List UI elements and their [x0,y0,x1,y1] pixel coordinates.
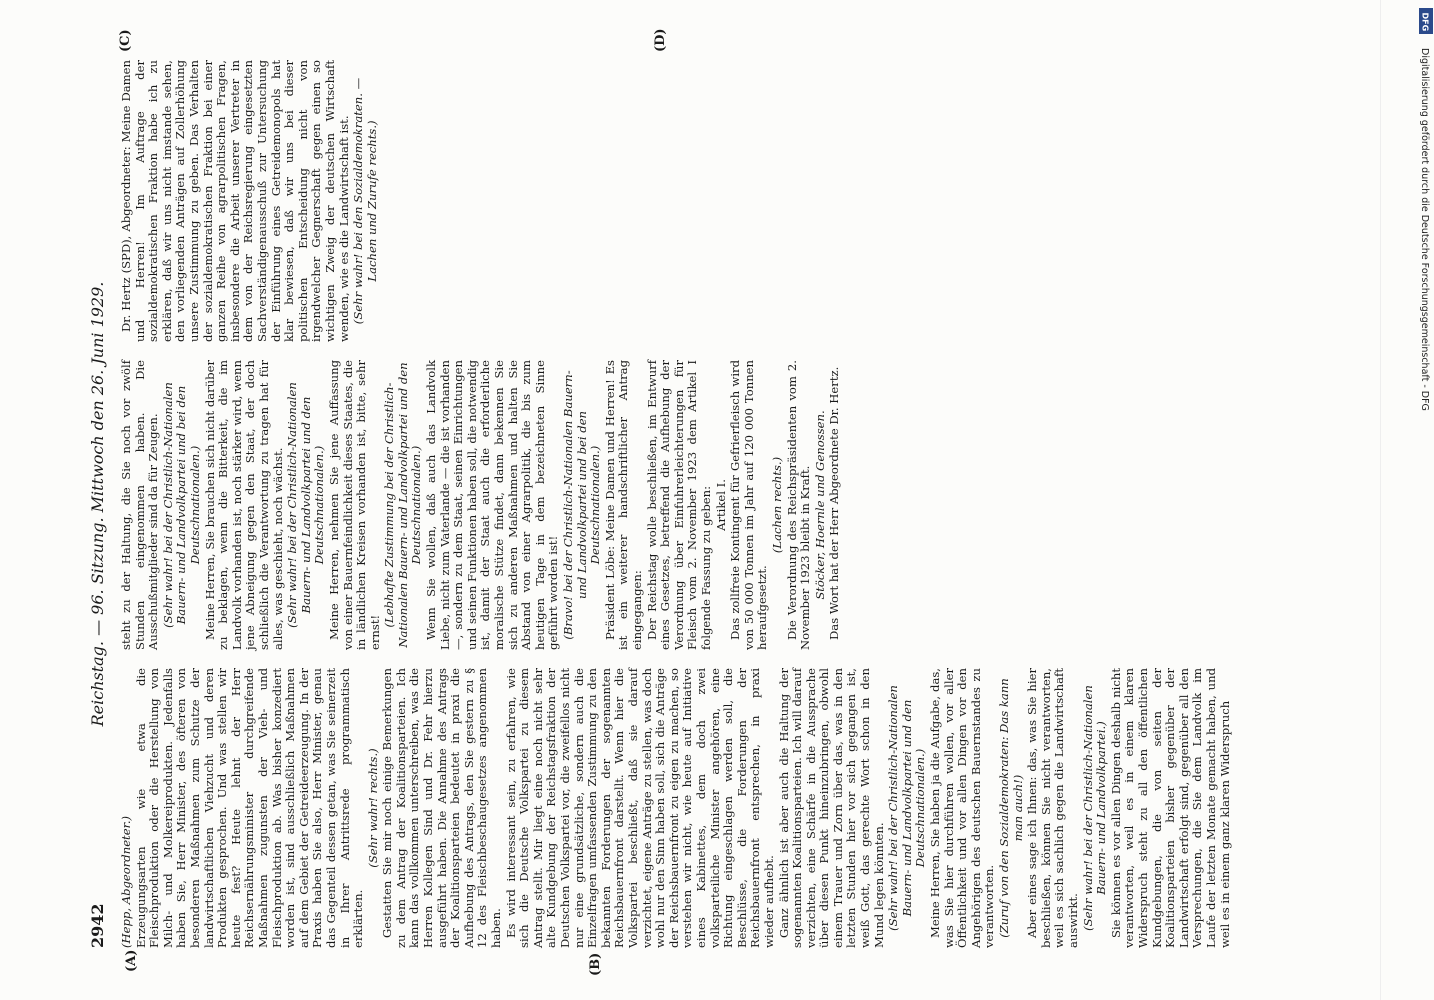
margin-mark-a: (A) [124,949,139,972]
interjection: (Lebhafte Zustimmung bei der Christlich-Nationalen Bauern- und Landvolkpartei und den Deutschnationalen.) [382,362,424,648]
interjection: (Sehr wahr! bei der Christlich-Nationalen Bauern- und Landvolkpartei.) [1080,685,1109,931]
interjection: (Sehr wahr! rechts.) [365,748,380,868]
speech-hertz: Dr. Hertz (SPD), Abgeordneter: Meine Damen und Herren! Im Auftrage der sozialdemokratischen Fraktion habe ich zu erklären, daß wir uns nicht imstande sehen, den vorliegenden Anträgen auf Zollerhöhung unsere Zustimmung zu geben. Das Verhalten der sozialdemokratischen Fraktion bei einer ganzen Reihe von agrarpolitischen Fragen, insbesondere die Arbeit unserer Vertreter in dem von der Reichsregierung eingesetzten Sachverständigenausschuß zur Untersuchung der Einführung eines Getreidemonopols hat klar bewiesen, daß wir uns bei dieser politischen Entscheidung nicht von irgendwelcher Gegnerschaft gegen einen so wichtigen Zweig der deutschen Wirtschaft wenden, wie es die Landwirtschaft ist. [119,60,351,342]
interjection: (Sehr wahr! bei der Christlich-Nationalen Bauern- und Landvolkpartei und den Deutschnationalen.) [886,685,928,931]
motion-signatories: Stöcker, Hoernle und Genossen. [812,410,827,600]
margin-mark-c: (C) [118,29,133,52]
digitization-note-text: Digitalisierung gefördert durch die Deutsche Forschungsgemeinschaft - DFG [1419,48,1430,411]
interjection: (Sehr wahr! bei den Sozialdemokraten. — Lachen und Zurufe rechts.) [351,77,379,325]
paragraph: Ganz ähnlich ist aber auch die Haltung der sogenannten Koalitionsparteien. Ich will darauf verzichten, eine Schärfe in die Aussprache über diesen Punkt hineinzubringen, obwohl einem Trauer und Zorn über das, was in den letzten Stunden hier vor sich gegangen ist, weiß Gott, das gerechte Wort schon in den Mund legen könnten. [776,668,886,948]
text-column-1 [120,668,1233,948]
paragraph: Es wird interessant sein, zu erfahren, wie sich die Deutsche Volkspartei zu diesem Antrag stellt. Mir liegt eine noch nicht sehr alte Kundgebung der Reichstagsfraktion der Deutschen Volkspartei vor, die zweifellos nicht nur eine grundsätzliche, sondern auch die Einzelfragen umfassenden Zustimmung zu den bekannten Forderungen der sogenannten Reichsbauernfront darstellt. Wenn hier die Volkspartei beschließt, daß sie darauf verzichtet, eigene Anträge zu stellen, was doch wohl nur den Sinn haben soll, sich die Anträge der Reichsbauernfront zu eigen zu machen, so verstehen wir nicht, wie heute auf Initiative eines Kabinettes, dem doch zwei volksparteiliche Minister angehören, eine Richtung eingeschlagen werden soll, die Beschlüsse, die Forderungen der Reichsbauernfront entsprechen, in praxi wieder aufhebt. [503,668,776,948]
text-column-3 [120,60,380,342]
text-column-2 [120,360,843,650]
paragraph: steht zu der Haltung, die Sie noch vor zwölf Stunden eingenommen haben. Die Ausschußmitglieder sind da für Zeugen. [119,360,161,650]
interjection: (Lachen rechts.) [769,456,784,554]
paragraph: Erzeugungsarten wie etwa die Fleischproduktion oder die Herstellung von Milch- und Molkereiprodukten. Jedenfalls haben Sie, Herr Minister, des öfteren von besonderen Maßnahmen zum Schutze der landwirtschaftlichen Viehzucht und deren Produkten gesprochen. Und was stellen wir heute fest? Heute lehnt der Herr Reichsernährungsminister durchgreifende Maßnahmen zugunsten der Vieh- und Fleischproduktion ab. Was bisher konzediert worden ist, sind ausschließlich Maßnahmen auf dem Gebiet der Getreideerzeugung. In der Praxis haben Sie also, Herr Minister, genau das Gegenteil dessen getan, was Sie seinerzeit in Ihrer Antrittsrede programmatisch erklärten. [133,668,366,948]
motion-text: Der Reichstag wolle beschließen, im Entwurf eines Gesetzes, betreffend die Aufhebung der Verordnung über Einfuhrerleichterungen für Fleisch vom 2. November 1923 dem Artikel I folgende Fassung zu geben: [644,360,713,650]
digitization-note [1418,8,1434,998]
paragraph: Meine Herren, Sie haben ja die Aufgabe, das, was Sie hier durchführen wollen, vor aller Öffentlichkeit und vor allen Dingen vor den Angehörigen des deutschen Bauernstandes zu verantworten. [928,668,997,948]
article-text: Die Verordnung des Reichspräsidenten vom 2. November 1923 bleibt in Kraft. [784,360,813,650]
interjection: (Sehr wahr! bei der Christlich-Nationalen Bauern- und Landvolkpartei und bei den Deutschnationalen.) [160,382,202,628]
paragraph: Das Wort hat der Herr Abgeordnete Dr. Hertz. [827,366,842,640]
paragraph: Meine Herren, nehmen Sie jene Auffassung von einer Bauernfeindlichkeit dieses Staates, die in ländlichen Kreisen vorhanden ist, bitte, sehr ernst! [326,360,382,650]
rotated-content [88,28,1318,976]
running-title: Reichstag. — 96. Sitzung. Mittwoch den 26. Juni 1929. [88,281,107,727]
paragraph: Aber eines sage ich Ihnen: das, was Sie hier beschließen, können Sie nicht verantworten, weil es sich sachlich gegen die Landwirtschaft auswirkt. [1025,668,1080,948]
dfg-logo-text: DFG [1420,12,1430,32]
page-edge-line [1380,0,1381,1000]
interjection: (Zuruf von den Sozialdemokraten: Das kann man auch!) [997,678,1025,938]
margin-mark-b: (B) [588,952,603,976]
interjection: (Bravo! bei der Christlich-Nationalen Bauern- und Landvolkpartei und bei den Deutschnationalen.) [561,370,603,640]
paragraph: Wenn Sie wollen, daß auch das Landvolk Liebe, nicht zum Vaterlande — die ist vorhanden —, sondern zu dem Staat, seinen Einrichtungen und seinen Funktionen haben soll, die notwendig ist, damit der Staat auch die erforderliche moralische Stütze findet, dann bekennen Sie sich zu anderen Maßnahmen und halten Sie Abstand von einer Agrarpolitik, die bis zum heutigen Tage in dem bezeichneten Sinne geführt worden ist! [424,360,561,650]
article-text: Das zollfreie Kontingent für Gefrierfleisch wird von 50 000 Tonnen im Jahr auf 120 000 Tonnen heraufgesetzt. [728,360,770,650]
page-number: 2942 [88,903,107,948]
page-header [88,60,114,948]
interjection: (Sehr wahr! bei der Christlich-Nationalen Bauern- und Landvolkpartei und den Deutschnationalen.) [285,382,327,628]
paragraph: Meine Herren, Sie brauchen sich nicht darüber zu beklagen, wenn die Bitterkeit, die im Landvolk vorhanden ist, noch stärker wird, wenn jene Abneigung gegen den Staat, der doch schließlich die Verantwortung zu tragen hat für alles, was geschieht, noch wächst. [202,360,285,650]
paragraph: Sie können es vor allen Dingen deshalb nicht verantworten, weil es in einem klaren Widerspruch steht zu all den öffentlichen Kundgebungen, die von seiten der Koalitionsparteien bisher gegenüber der Landwirtschaft erfolgt sind, gegenüber all den Versprechungen, die Sie dem Landvolk im Laufe der letzten Monate gemacht haben, und weil es in einem ganz klaren Widerspruch [1108,668,1232,948]
paragraph: Gestatten Sie mir noch einige Bemerkungen zu dem Antrag der Koalitionsparteien. Ich kann das vollkommen unterschreiben, was die Herren Kollegen Sind und Dr. Fehr hierzu ausgeführt haben. Die Annahme des Antrags der Koalitionsparteien bedeutet in praxi die Aufhebung des Antrags, den Sie gestern zu § 12 des Fleischbeschaugesetzes angenommen haben. [380,668,504,948]
president-statement: Präsident Löbe: Meine Damen und Herren! Es ist ein weiterer handschriftlicher Antrag eingegangen: [602,360,644,650]
margin-mark-d: (D) [653,28,668,52]
speaker-continuation: (Hepp, Abgeordneter.) [119,815,133,948]
article-heading: Artikel I. [713,479,728,531]
